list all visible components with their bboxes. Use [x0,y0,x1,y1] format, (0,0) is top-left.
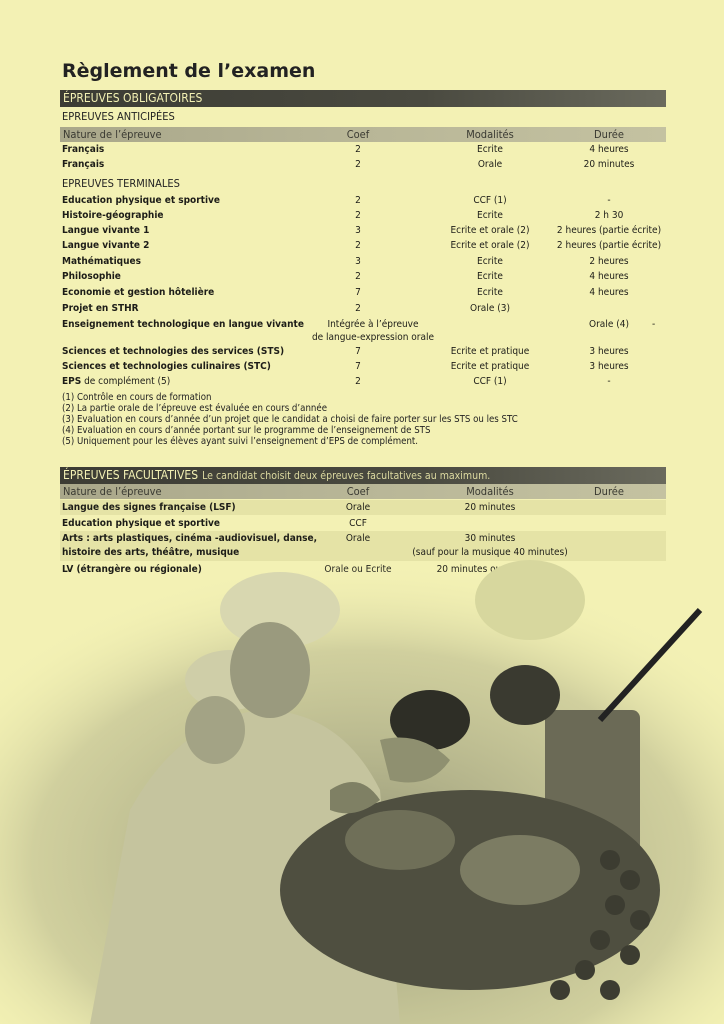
row-duree: 3 heures [589,346,629,357]
row-duree: 4 heures [589,287,629,298]
row-duree: 2 h 30 [594,210,624,221]
table-row [60,317,666,347]
section-bar-note: Le candidat choisit deux épreuves facultatives au maximum. [202,470,491,482]
footnotes [62,392,518,447]
row-modalite: 20 minutes [464,502,516,513]
row-coef: 2 [355,159,361,170]
subsection-label-anticipees: EPREUVES ANTICIPÉES [62,110,175,123]
row-name: Langue vivante 2 [62,240,150,251]
row-modalite: Ecrite [477,287,503,298]
table-row [60,531,666,561]
row-duree: - [607,376,611,387]
row-modalite: Orale [477,159,503,170]
row-name: Projet en STHR [62,303,139,314]
row-coef: 2 [355,210,361,221]
footnote: (4) Evaluation en cours d’année portant sur le programme de l’enseignement de STS [62,425,431,436]
header-coef: Coef [346,485,370,498]
row-coef: CCF [349,518,367,529]
header-modalites: Modalités [466,128,514,141]
row-duree: Orale (4) [589,319,629,330]
page-title: Règlement de l’examen [62,60,316,82]
row-name-suffix: de complément (5) [81,376,171,387]
row-coef: Intégrée à l’épreuve [327,319,419,330]
header-duree: Durée [594,128,624,141]
row-name: Sciences et technologies des services (STS) [62,346,285,357]
row-modalite: CCF (1) [473,195,507,206]
row-coef: 7 [355,287,361,298]
row-coef: 2 [355,271,361,282]
row-name: Economie et gestion hôtelière [62,287,215,298]
row-coef: 2 [355,240,361,251]
header-nature: Nature de l’épreuve [63,485,162,498]
row-name: Arts : arts plastiques, cinéma -audiovisuel, danse, [62,533,318,544]
row-duree: 4 heures [589,144,629,155]
row-duree-dash: - [652,319,656,330]
row-duree: 4 heures [589,271,629,282]
row-name [62,374,170,389]
row-modalite: Orale (3) [470,303,510,314]
row-coef: Orale [345,502,371,513]
section-bar-label: ÉPREUVES OBLIGATOIRES [63,91,203,105]
row-duree: - [607,195,611,206]
row-duree: 3 heures [589,361,629,372]
row-modalite: Ecrite [477,271,503,282]
row-name: Langue vivante 1 [62,225,150,236]
row-name: Education physique et sportive [62,195,221,206]
footnote: (1) Contrôle en cours de formation [62,392,212,403]
row-modalite: CCF (1) [473,376,507,387]
table-header-facultatives [60,484,666,499]
row-coef: 7 [355,346,361,357]
row-name: Français [62,144,105,155]
row-coef: 2 [355,376,361,387]
row-coef: 2 [355,195,361,206]
header-coef: Coef [346,128,370,141]
header-duree: Durée [594,485,624,498]
row-modalite-line2: (sauf pour la musique 40 minutes) [412,547,568,558]
row-coef: 3 [355,225,361,236]
row-modalite: Ecrite et orale (2) [450,240,530,251]
row-modalite: Ecrite et pratique [450,346,530,357]
table-header-obligatoires [60,127,666,142]
row-name: Enseignement technologique en langue vivante [62,319,304,330]
section-bar-obligatoires [60,90,666,107]
footnote: (2) La partie orale de l’épreuve est évaluée en cours d’année [62,403,328,414]
row-coef: 7 [355,361,361,372]
section-bar-facultatives [60,467,666,484]
row-name-line2: histoire des arts, théâtre, musique [62,547,240,558]
row-modalite: Ecrite et pratique [450,361,530,372]
chef-food-photo [0,560,724,1024]
row-name: Langue des signes française (LSF) [62,502,236,513]
row-coef: 2 [355,303,361,314]
row-duree: 2 heures [589,256,629,267]
row-coef: 3 [355,256,361,267]
row-duree: 20 minutes [583,159,635,170]
row-name-bold: EPS [62,376,82,387]
row-duree: 2 heures (partie écrite) [556,225,662,236]
row-name: Education physique et sportive [62,518,221,529]
row-coef: Orale [345,533,371,544]
footnote: (3) Evaluation en cours d’année d’un projet que le candidat a choisi de faire porter sur les STS ou les STC [62,414,518,425]
row-name: Français [62,159,105,170]
row-name: Philosophie [62,271,121,282]
row-modalite: Ecrite [477,144,503,155]
header-modalites: Modalités [466,485,514,498]
row-name: Mathématiques [62,256,141,267]
row-modalite: Ecrite [477,256,503,267]
row-duree: 2 heures (partie écrite) [556,240,662,251]
footnote: (5) Uniquement pour les élèves ayant suivi l’enseignement d’EPS de complément. [62,436,419,447]
row-coef-line2: de langue-expression orale [311,332,435,343]
row-coef: 2 [355,144,361,155]
row-name: Histoire-géographie [62,210,164,221]
header-nature: Nature de l’épreuve [63,128,162,141]
section-bar-label: ÉPREUVES FACULTATIVES [63,468,199,482]
row-modalite: Ecrite [477,210,503,221]
subsection-label-terminales: EPREUVES TERMINALES [62,177,180,190]
row-modalite: Ecrite et orale (2) [450,225,530,236]
row-name: Sciences et technologies culinaires (STC) [62,361,271,372]
row-modalite: 30 minutes [464,533,516,544]
